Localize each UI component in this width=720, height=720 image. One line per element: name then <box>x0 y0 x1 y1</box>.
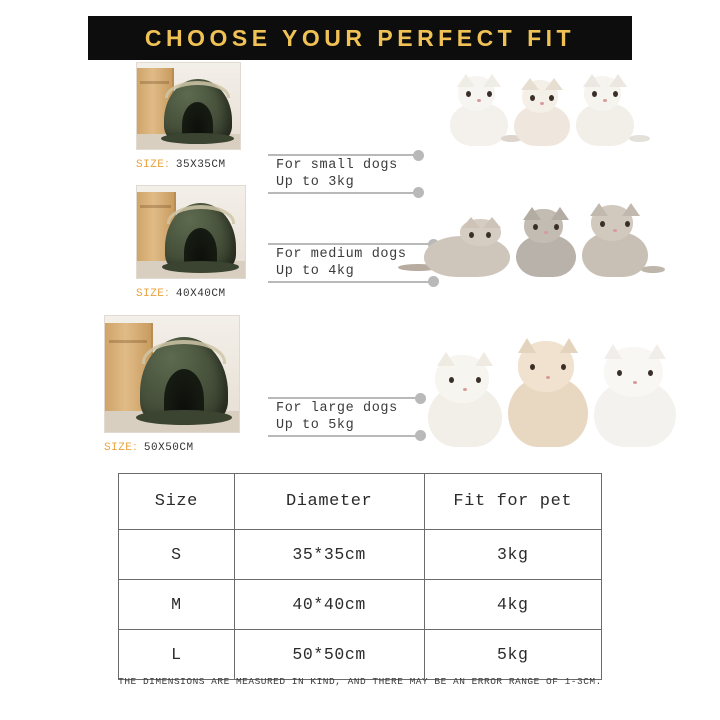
cat-photo-group-medium <box>424 207 648 277</box>
caption-top-dot-icon <box>415 393 426 404</box>
cell-diameter: 40*40cm <box>234 580 424 630</box>
cell-diameter: 50*50cm <box>234 630 424 680</box>
size-label-value: 35X35CM <box>175 159 226 171</box>
product-photo-medium <box>136 185 246 300</box>
cat-image <box>424 219 510 277</box>
page-title: CHOOSE YOUR PERFECT FIT <box>144 24 576 51</box>
caption-bottom-line <box>268 281 433 283</box>
size-label-word: SIZE： <box>136 288 176 300</box>
table-row <box>119 630 602 680</box>
caption-bottom-line <box>268 435 420 437</box>
tent-illustration <box>165 203 236 269</box>
cat-image <box>576 76 634 146</box>
caption-line-1: For large dogs <box>276 401 398 416</box>
caption-top-line <box>268 243 433 245</box>
cell-size: L <box>119 630 235 680</box>
cat-image <box>582 205 648 277</box>
list-item <box>0 185 720 315</box>
list-item <box>0 62 720 190</box>
size-chart-table <box>118 473 602 680</box>
caption-bottom-dot-icon <box>428 276 439 287</box>
caption-medium-dogs <box>268 243 443 283</box>
cat-image <box>428 355 502 447</box>
caption-top-line <box>268 397 420 399</box>
table-header-fit-for-pet: Fit for pet <box>424 474 601 530</box>
cell-fit: 4kg <box>424 580 601 630</box>
caption-line-1: For small dogs <box>276 158 398 173</box>
cell-fit: 3kg <box>424 530 601 580</box>
pet-tent-photo <box>104 315 240 433</box>
list-item <box>0 315 720 467</box>
cat-image <box>516 209 576 277</box>
cat-photo-group-large <box>428 337 676 447</box>
caption-line-2: Up to 4kg <box>276 264 355 279</box>
cat-image <box>594 347 676 447</box>
tent-illustration <box>140 337 228 421</box>
pet-tent-photo <box>136 185 246 279</box>
caption-line-2: Up to 3kg <box>276 175 355 190</box>
table-header-diameter: Diameter <box>234 474 424 530</box>
size-label <box>136 284 246 300</box>
size-label-word: SIZE： <box>136 159 176 171</box>
header-banner <box>88 16 632 60</box>
cat-image <box>450 76 508 146</box>
cell-diameter: 35*35cm <box>234 530 424 580</box>
caption-line-2: Up to 5kg <box>276 418 355 433</box>
size-options-list <box>0 62 720 467</box>
table-row <box>119 580 602 630</box>
product-photo-small <box>136 62 241 171</box>
caption-line-1: For medium dogs <box>276 247 407 262</box>
tent-illustration <box>164 79 232 141</box>
cat-image <box>508 341 588 447</box>
table-header-size: Size <box>119 474 235 530</box>
caption-bottom-dot-icon <box>415 430 426 441</box>
cell-size: M <box>119 580 235 630</box>
table-header-row <box>119 474 602 530</box>
size-label-value: 50X50CM <box>143 442 194 454</box>
caption-top-dot-icon <box>413 150 424 161</box>
size-label <box>104 438 240 454</box>
table-row <box>119 530 602 580</box>
caption-large-dogs <box>268 397 430 437</box>
caption-top-line <box>268 154 418 156</box>
cat-photo-group-small <box>450 74 634 146</box>
cell-fit: 5kg <box>424 630 601 680</box>
size-label-value: 40X40CM <box>175 288 226 300</box>
footnote-text: THE DIMENSIONS ARE MEASURED IN KIND, AND THERE MAY BE AN ERROR RANGE OF 1-3CM. <box>118 676 602 687</box>
product-photo-large <box>104 315 240 454</box>
size-label-word: SIZE： <box>104 442 144 454</box>
pet-tent-photo <box>136 62 241 150</box>
cell-size: S <box>119 530 235 580</box>
size-label <box>136 155 241 171</box>
cat-image <box>514 80 570 146</box>
